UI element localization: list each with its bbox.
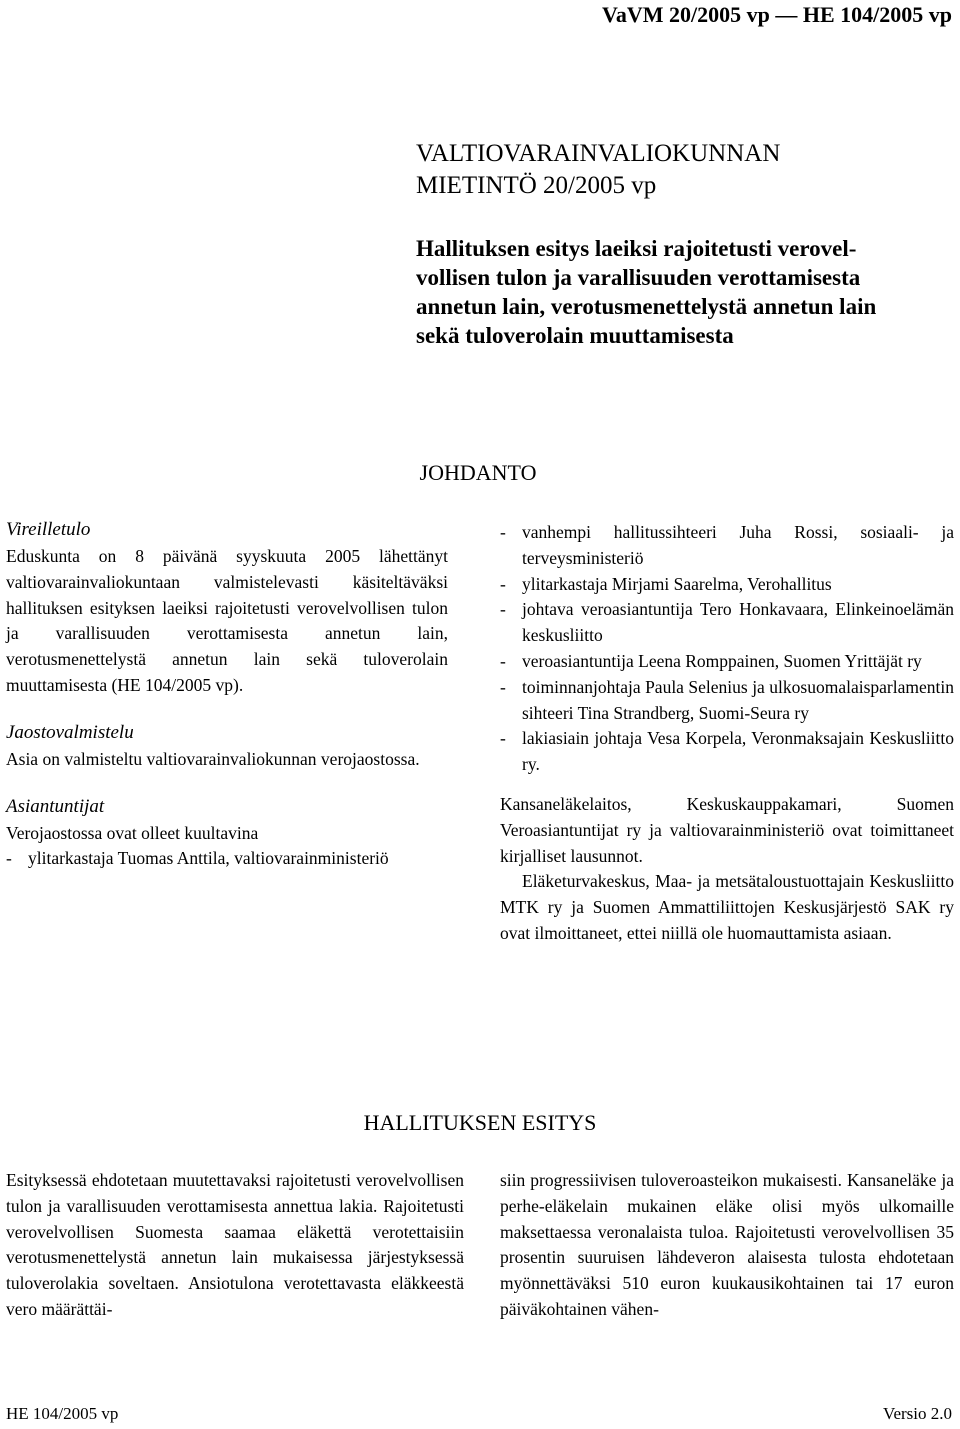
expert-list-item: - johtava veroasiantuntija Tero Honkavaara, Elinkeinoelämän keskusliitto: [500, 597, 954, 649]
footer-right: Versio 2.0: [883, 1404, 952, 1423]
hallituksen-esitys-heading: HALLITUKSEN ESITYS: [363, 1110, 597, 1135]
esitys-text-left: Esityksessä ehdotetaan muutettavaksi rajoitetusti verovelvollisen tulon ja varallisuuden verottamisesta annettua lakia. Rajoitetusti verovelvollisen Suomesta saamaa eläkettä verotettaisiin verotusmenettelystä annetun lain mukaisessa järjestyksessä tuloverolakia soveltaen. Ansiotulona verotettavasta eläkkeestä vero määrättäi-: [6, 1170, 464, 1319]
committee-title-line: MIETINTÖ 20/2005 vp: [416, 172, 657, 199]
committee-title-line: VALTIOVARAINVALIOKUNNAN: [416, 140, 781, 167]
expert-list-item: - ylitarkastaja Mirjami Saarelma, Verohallitus: [500, 572, 954, 598]
section-heading-jaostovalmistelu: Jaostovalmistelu: [6, 721, 134, 743]
document-reference: VaVM 20/2005 vp — HE 104/2005 vp: [601, 2, 952, 27]
johdanto-left-column: [6, 516, 448, 872]
johdanto-right-column: [500, 520, 954, 947]
vireilletulo-text: Eduskunta on 8 päivänä syyskuuta 2005 lähettänyt valtiovarainvaliokuntaan valmistelevasti käsiteltäväksi hallituksen esityksen laeiksi rajoitetusti verovelvollisen tulon ja varallisuuden verottamisesta annetun lain, verotusmenettelystä annetun lain sekä tuloverolain muuttamisesta (HE 104/2005 vp).: [6, 546, 448, 695]
esitys-left-column: [6, 1168, 464, 1323]
esitys-text-right: siin progressiivisen tuloveroasteikon mukaisesti. Kansaneläke ja perhe-eläkelain mukainen eläke olisi myös ulkomaille maksettaessa veronalaista tuloa. Rajoitetusti verovelvollisen 35 prosentin suuruisen lähdeveron alaisesta tulosta ehdotetaan myönnettäväksi 510 euron kuukausikohtainen tai 17 euron päiväkohtainen vähen-: [500, 1170, 954, 1319]
expert-list-item: - toiminnanjohtaja Paula Selenius ja ulkosuomalaisparlamentin sihteeri Tina Strandberg, Suomi-Seura ry: [500, 675, 954, 727]
expert-list-item: - veroasiantuntija Leena Romppainen, Suomen Yrittäjät ry: [500, 649, 954, 675]
expert-list-item: - ylitarkastaja Tuomas Anttila, valtiovarainministeriö: [6, 846, 448, 872]
section-heading-vireilletulo: Vireilletulo: [6, 519, 91, 540]
written-statements-text: Kansaneläkelaitos, Keskuskauppakamari, Suomen Veroasiantuntijat ry ja valtiovarainministeriö ovat toimittaneet kirjalliset lausunnot.: [500, 793, 954, 866]
committee-title: [416, 138, 946, 202]
esitys-right-column: [500, 1168, 954, 1323]
johdanto-heading: JOHDANTO: [419, 460, 537, 485]
bill-title-line: annetun lain, verotusmenettelystä annetun lain: [416, 294, 877, 319]
bill-title-line: vollisen tulon ja varallisuuden verottamisesta: [416, 265, 861, 290]
footer-left: HE 104/2005 vp: [6, 1404, 119, 1423]
expert-list-item: - lakiasiain johtaja Vesa Korpela, Veronmaksajain Keskusliitto ry.: [500, 726, 954, 778]
jaostovalmistelu-text: Asia on valmisteltu valtiovarainvaliokunnan verojaostossa.: [6, 748, 420, 769]
bill-title-line: Hallituksen esitys laeiksi rajoitetusti verovel-: [416, 236, 857, 261]
asiantuntijat-intro: Verojaostossa ovat olleet kuultavina: [6, 822, 259, 843]
expert-list-item: - vanhempi hallitussihteeri Juha Rossi, sosiaali- ja terveysministeriö: [500, 520, 954, 572]
section-heading-asiantuntijat: Asiantuntijat: [6, 795, 105, 817]
bill-title-line: sekä tuloverolain muuttamisesta: [416, 323, 734, 348]
bill-title: [416, 234, 946, 350]
no-remarks-text: Eläketurvakeskus, Maa- ja metsätaloustuottajain Keskusliitto MTK ry ja Suomen Ammattiliittojen Keskusjärjestö SAK ry ovat ilmoittaneet, ettei niillä ole huomauttamista asiaan.: [500, 871, 954, 943]
